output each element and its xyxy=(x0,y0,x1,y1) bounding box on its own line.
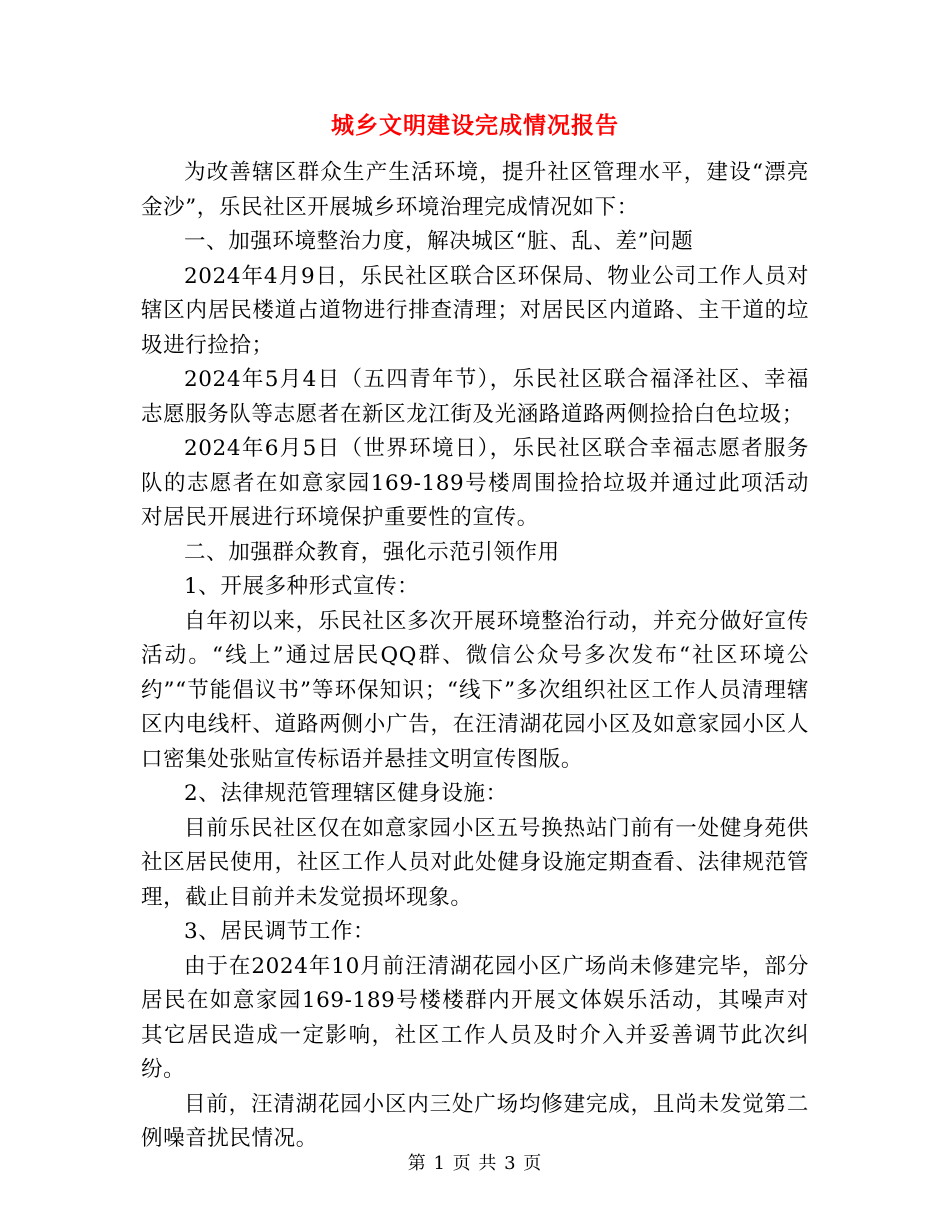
section-heading-2: 二、加强群众教育，强化示范引领作用 xyxy=(184,539,560,565)
document-body xyxy=(141,156,809,1157)
paragraph-event-june: 2024年6月5日（世界环境日），乐民社区联合幸福志愿者服务队的志愿者在如意家园169-189号楼周围捡拾垃圾并通过此项活动对居民开展进行环境保护重要性的宣传。 xyxy=(141,436,809,530)
paragraph-event-may: 2024年5月4日（五四青年节），乐民社区联合福泽社区、幸福志愿服务队等志愿者在新区龙江街及光涵路道路两侧捡拾白色垃圾； xyxy=(141,367,809,427)
subheading-fitness-facilities: 2、法律规范管理辖区健身设施： xyxy=(184,781,508,806)
subheading-publicity: 1、开展多种形式宣传： xyxy=(184,574,420,599)
subheading-mediation: 3、居民调节工作： xyxy=(184,919,376,944)
paragraph-publicity: 自年初以来，乐民社区多次开展环境整治行动，并充分做好宣传活动。“线上”通过居民QQ群、微信公众号多次发布“社区环境公约”“节能倡议书”等环保知识；“线下”多次组织社区工作人员清理辖区内电线杆、道路两侧小广告，在汪清湖花园小区及如意家园小区人口密集处张贴宣传标语并悬挂文明宣传图版。 xyxy=(141,608,809,772)
section-heading-1: 一、加强环境整治力度，解决城区“脏、乱、差”问题 xyxy=(184,229,694,254)
document-title: 城乡文明建设完成情况报告 xyxy=(331,112,619,139)
paragraph-event-april: 2024年4月9日，乐民社区联合区环保局、物业公司工作人员对辖区内居民楼道占道物进行排查清理；对居民区内道路、主干道的垃圾进行捡拾； xyxy=(141,263,809,358)
paragraph-mediation: 由于在2024年10月前汪清湖花园小区广场尚未修建完毕，部分居民在如意家园169-189号楼楼群内开展文体娱乐活动，其噪声对其它居民造成一定影响，社区工作人员及时介入并妥善调节此次纠纷。 xyxy=(141,953,809,1082)
paragraph-intro: 为改善辖区群众生产生活环境，提升社区管理水平，建设“漂亮金沙”，乐民社区开展城乡环境治理完成情况如下： xyxy=(141,160,809,220)
page-number: 第 1 页 共 3 页 xyxy=(407,1153,543,1174)
paragraph-fitness-facilities: 目前乐民社区仅在如意家园小区五号换热站门前有一处健身苑供社区居民使用，社区工作人员对此处健身设施定期查看、法律规范管理，截止目前并未发觉损坏现象。 xyxy=(141,815,809,910)
paragraph-current-status: 目前，汪清湖花园小区内三处广场均修建完成，且尚未发觉第二例噪音扰民情况。 xyxy=(141,1091,809,1151)
